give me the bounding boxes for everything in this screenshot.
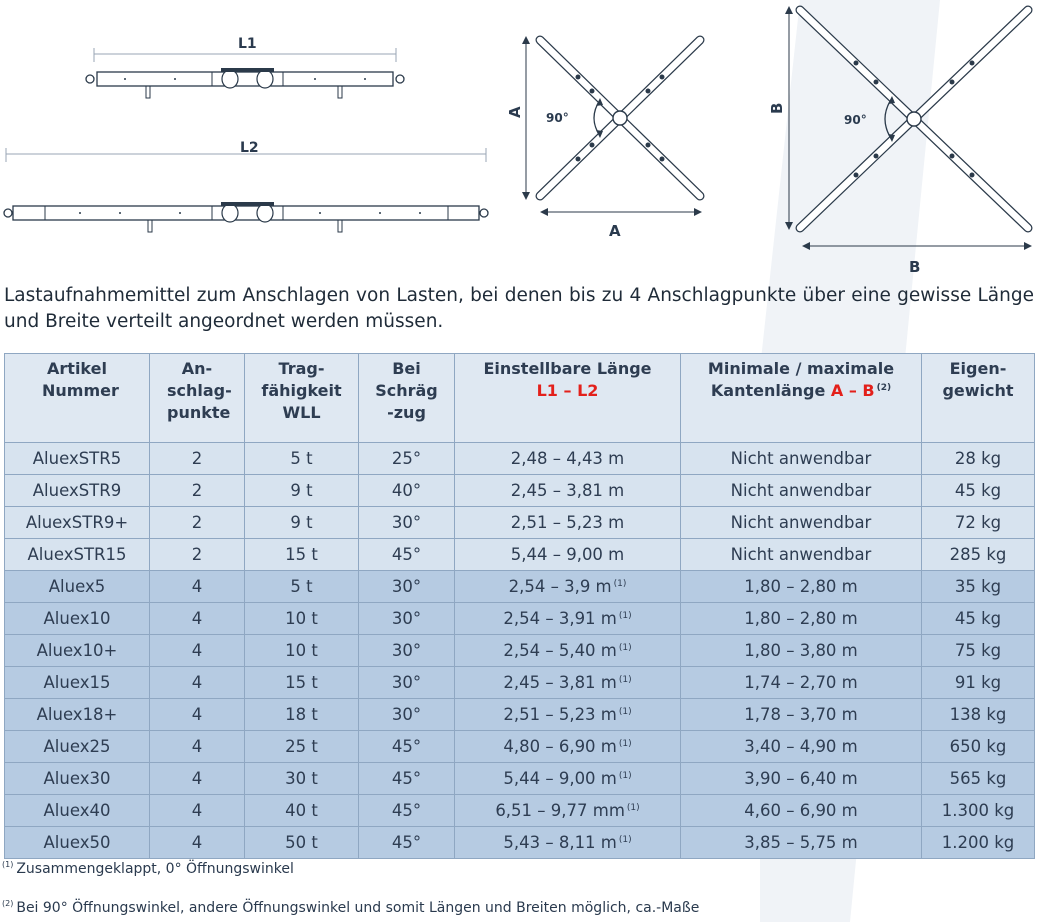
cell-laenge: 2,51 – 5,23 m $^{(1)}$ <box>455 699 681 731</box>
footnote-2: $^{(2)}$ Bei 90° Öffnungswinkel, andere Öffnungswinkel und somit Längen und Breiten möglich, ca.-Maße <box>2 899 700 916</box>
cell-wll: 50 t <box>245 827 359 859</box>
cell-kante: Nicht anwendbar <box>681 507 922 539</box>
cell-laenge: 2,54 – 3,91 m $^{(1)}$ <box>455 603 681 635</box>
cell-schraeg: 45° <box>359 827 455 859</box>
cell-kante: 1,74 – 2,70 m <box>681 667 922 699</box>
cell-artikel: Aluex40 <box>5 795 150 827</box>
cell-artikel: AluexSTR9 <box>5 475 150 507</box>
cell-kante: Nicht anwendbar <box>681 539 922 571</box>
cell-schraeg: 40° <box>359 475 455 507</box>
a-label-vertical: A <box>506 106 524 118</box>
cell-artikel: AluexSTR9+ <box>5 507 150 539</box>
cell-kante: 1,80 – 2,80 m <box>681 571 922 603</box>
cell-artikel: Aluex30 <box>5 763 150 795</box>
table-row <box>5 475 1035 507</box>
cell-artikel: AluexSTR15 <box>5 539 150 571</box>
cell-gewicht: 138 kg <box>922 699 1035 731</box>
cell-punkte: 2 <box>150 475 245 507</box>
cell-punkte: 4 <box>150 635 245 667</box>
b-label-vertical: B <box>768 102 786 114</box>
cell-schraeg: 45° <box>359 763 455 795</box>
cell-schraeg: 30° <box>359 507 455 539</box>
cell-schraeg: 30° <box>359 571 455 603</box>
a-label-horizontal: A <box>609 222 621 240</box>
cell-wll: 25 t <box>245 731 359 763</box>
cell-wll: 18 t <box>245 699 359 731</box>
header-artikel: Artikel Nummer <box>5 354 150 443</box>
table-header-row <box>5 354 1035 443</box>
cell-gewicht: 72 kg <box>922 507 1035 539</box>
table-row <box>5 731 1035 763</box>
cell-wll: 30 t <box>245 763 359 795</box>
cell-laenge: 2,54 – 3,9 m $^{(1)}$ <box>455 571 681 603</box>
cell-artikel: Aluex18+ <box>5 699 150 731</box>
cell-wll: 15 t <box>245 667 359 699</box>
table-row <box>5 635 1035 667</box>
cell-punkte: 4 <box>150 827 245 859</box>
footnote-ref: (1) <box>618 738 632 749</box>
cell-laenge: 5,44 – 9,00 m <box>455 539 681 571</box>
cell-laenge: 2,51 – 5,23 m <box>455 507 681 539</box>
cell-kante: 1,80 – 2,80 m <box>681 603 922 635</box>
cell-kante: 1,78 – 3,70 m <box>681 699 922 731</box>
footnote-ref: (1) <box>618 770 632 781</box>
cell-wll: 9 t <box>245 475 359 507</box>
cell-gewicht: 45 kg <box>922 603 1035 635</box>
cell-laenge: 2,45 – 3,81 m <box>455 475 681 507</box>
header-punkte: An-schlag-punkte <box>150 354 245 443</box>
cell-wll: 5 t <box>245 443 359 475</box>
cell-kante: 3,90 – 6,40 m <box>681 763 922 795</box>
cell-artikel: Aluex10+ <box>5 635 150 667</box>
cell-artikel: Aluex25 <box>5 731 150 763</box>
table-row <box>5 507 1035 539</box>
footnote-ref: (1) <box>618 610 632 621</box>
b-label-horizontal: B <box>909 258 921 276</box>
cell-laenge: 2,48 – 4,43 m <box>455 443 681 475</box>
cell-punkte: 4 <box>150 699 245 731</box>
angle-label-a: 90° <box>546 111 569 125</box>
table-row <box>5 603 1035 635</box>
beam-l1-drawing <box>86 36 404 98</box>
cell-laenge: 5,43 – 8,11 m $^{(1)}$ <box>455 827 681 859</box>
cell-gewicht: 650 kg <box>922 731 1035 763</box>
cell-schraeg: 45° <box>359 539 455 571</box>
cell-gewicht: 1.300 kg <box>922 795 1035 827</box>
table-body <box>5 443 1035 859</box>
header-wll: Trag-fähigkeit WLL <box>245 354 359 443</box>
cell-wll: 5 t <box>245 571 359 603</box>
footnote-1: $^{(1)}$ Zusammengeklappt, 0° Öffnungswinkel <box>2 860 294 877</box>
header-schraeg: Bei Schräg -zug <box>359 354 455 443</box>
footnote-ref: (1) <box>626 802 640 813</box>
l1-label: L1 <box>238 36 257 52</box>
cell-punkte: 4 <box>150 603 245 635</box>
cell-punkte: 4 <box>150 795 245 827</box>
header-laenge: Einstellbare Länge L1 – L2 <box>455 354 681 443</box>
cell-kante: Nicht anwendbar <box>681 443 922 475</box>
cell-punkte: 4 <box>150 571 245 603</box>
cell-schraeg: 25° <box>359 443 455 475</box>
table-row <box>5 795 1035 827</box>
diagram-svg <box>0 0 1040 280</box>
footnote-ref: (1) <box>618 706 632 717</box>
cell-artikel: AluexSTR5 <box>5 443 150 475</box>
cell-laenge: 5,44 – 9,00 m $^{(1)}$ <box>455 763 681 795</box>
table-row <box>5 763 1035 795</box>
cell-punkte: 4 <box>150 763 245 795</box>
cell-schraeg: 30° <box>359 635 455 667</box>
table-row <box>5 699 1035 731</box>
cell-laenge: 6,51 – 9,77 mm $^{(1)}$ <box>455 795 681 827</box>
cell-kante: 3,85 – 5,75 m <box>681 827 922 859</box>
cell-schraeg: 45° <box>359 795 455 827</box>
cell-wll: 40 t <box>245 795 359 827</box>
specification-table <box>4 353 1035 859</box>
cell-kante: 1,80 – 3,80 m <box>681 635 922 667</box>
cell-gewicht: 75 kg <box>922 635 1035 667</box>
header-kante: Minimale / maximale Kantenlänge A – B $^{(2)}$ <box>681 354 922 443</box>
header-laenge-red: L1 – L2 <box>536 381 599 400</box>
technical-diagrams <box>0 0 1040 280</box>
footnote-ref: (1) <box>618 674 632 685</box>
angle-label-b: 90° <box>844 113 867 127</box>
table-row <box>5 827 1035 859</box>
cell-punkte: 2 <box>150 539 245 571</box>
cell-artikel: Aluex15 <box>5 667 150 699</box>
header-kante-red: A – B <box>830 381 875 400</box>
cross-b-drawing <box>768 6 1032 276</box>
cell-punkte: 4 <box>150 667 245 699</box>
cell-gewicht: 28 kg <box>922 443 1035 475</box>
cell-wll: 10 t <box>245 635 359 667</box>
table-row <box>5 667 1035 699</box>
cell-wll: 10 t <box>245 603 359 635</box>
table-row <box>5 571 1035 603</box>
cell-gewicht: 1.200 kg <box>922 827 1035 859</box>
footnote-ref: (1) <box>618 642 632 653</box>
cell-kante: 4,60 – 6,90 m <box>681 795 922 827</box>
cell-artikel: Aluex50 <box>5 827 150 859</box>
cell-schraeg: 45° <box>359 731 455 763</box>
l2-label: L2 <box>240 140 259 156</box>
cell-schraeg: 30° <box>359 667 455 699</box>
header-kante-sup: (2) <box>876 382 892 393</box>
cross-a-drawing <box>506 36 702 240</box>
cell-wll: 9 t <box>245 507 359 539</box>
intro-text: Lastaufnahmemittel zum Anschlagen von Lasten, bei denen bis zu 4 Anschlagpunkte über eine gewisse Länge und Breite verteilt angeordnet werden müssen. <box>4 285 1034 332</box>
table-row <box>5 539 1035 571</box>
cell-punkte: 4 <box>150 731 245 763</box>
cell-gewicht: 45 kg <box>922 475 1035 507</box>
cell-laenge: 4,80 – 6,90 m $^{(1)}$ <box>455 731 681 763</box>
beam-l2-drawing <box>4 140 488 232</box>
cell-kante: 3,40 – 4,90 m <box>681 731 922 763</box>
cell-artikel: Aluex5 <box>5 571 150 603</box>
cell-schraeg: 30° <box>359 699 455 731</box>
cell-schraeg: 30° <box>359 603 455 635</box>
cell-gewicht: 285 kg <box>922 539 1035 571</box>
cell-gewicht: 35 kg <box>922 571 1035 603</box>
cell-laenge: 2,54 – 5,40 m $^{(1)}$ <box>455 635 681 667</box>
cell-laenge: 2,45 – 3,81 m $^{(1)}$ <box>455 667 681 699</box>
footnote-ref: (1) <box>618 834 632 845</box>
cell-gewicht: 565 kg <box>922 763 1035 795</box>
header-gewicht: Eigen-gewicht <box>922 354 1035 443</box>
cell-artikel: Aluex10 <box>5 603 150 635</box>
cell-punkte: 2 <box>150 507 245 539</box>
cell-punkte: 2 <box>150 443 245 475</box>
cell-wll: 15 t <box>245 539 359 571</box>
table-row <box>5 443 1035 475</box>
footnote-ref: (1) <box>613 578 627 589</box>
cell-gewicht: 91 kg <box>922 667 1035 699</box>
cell-kante: Nicht anwendbar <box>681 475 922 507</box>
